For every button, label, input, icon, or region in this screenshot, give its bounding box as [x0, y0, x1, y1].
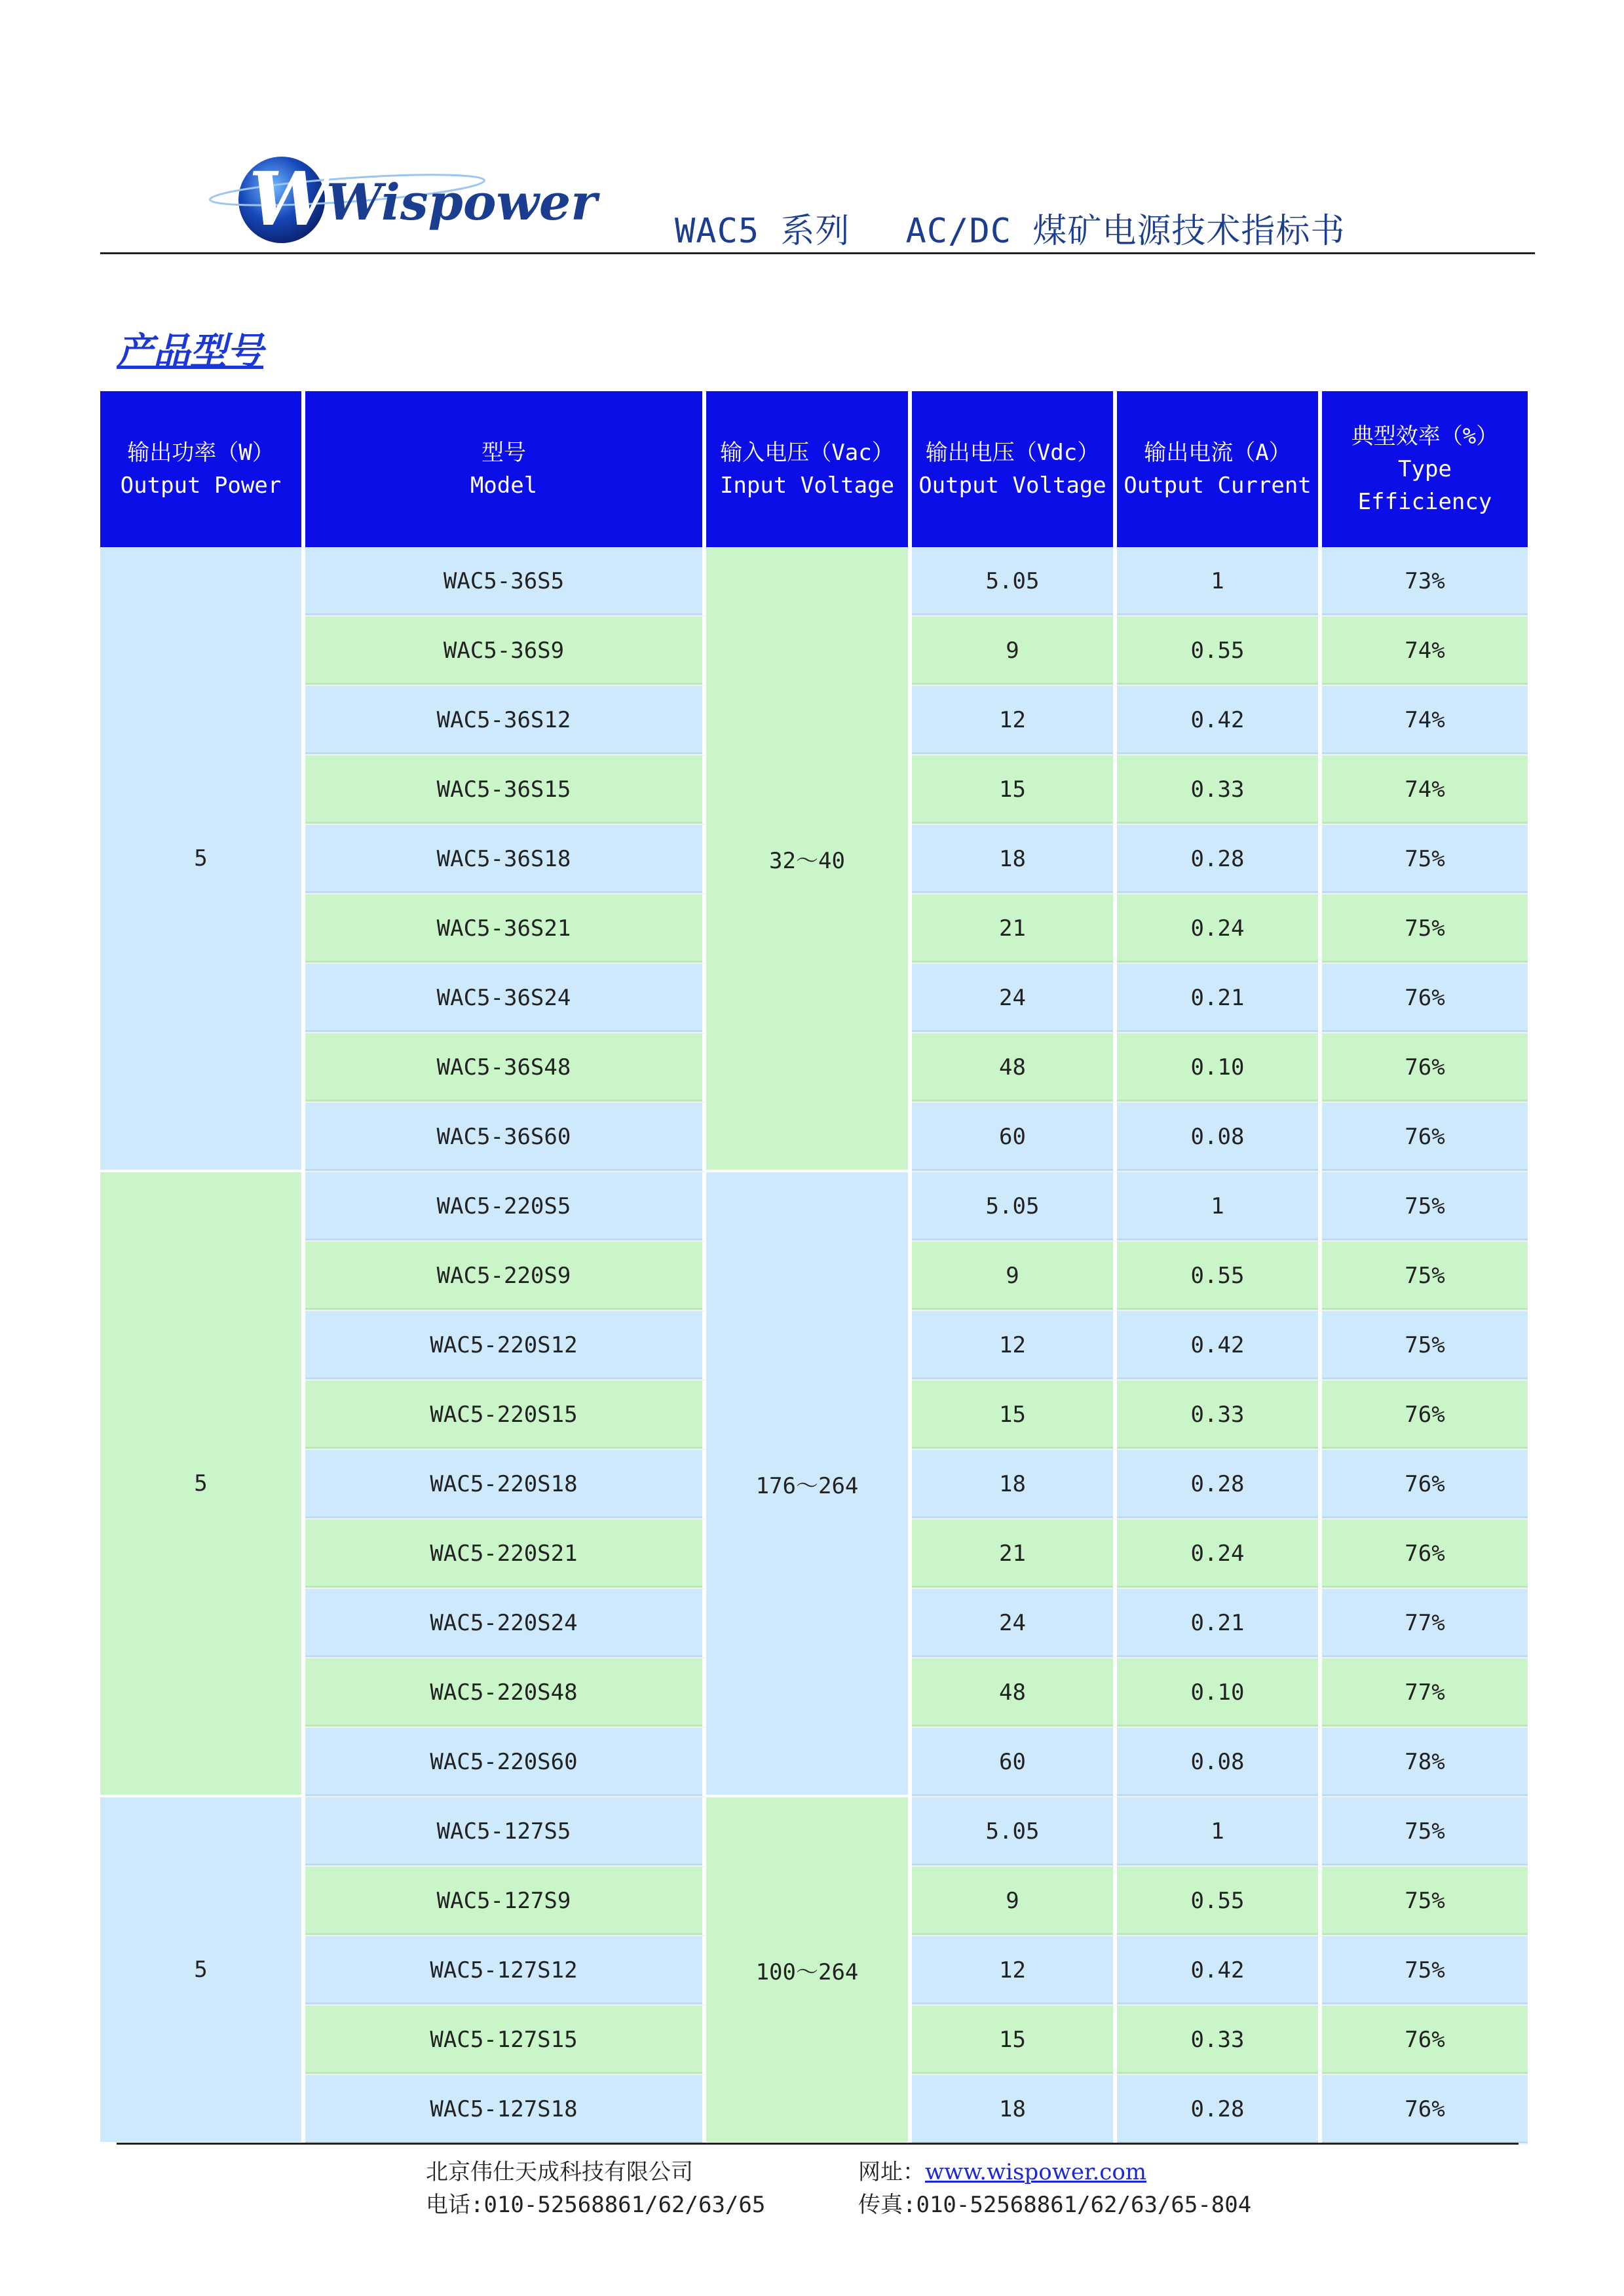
cell-output-voltage: 15: [912, 2006, 1117, 2075]
cell-output-voltage: 15: [912, 756, 1117, 825]
cell-output-current: 0.10: [1117, 1658, 1322, 1728]
cell-output-current: 0.21: [1117, 1589, 1322, 1658]
cell-model: WAC5-220S12: [305, 1311, 706, 1381]
cell-output-voltage: 18: [912, 1450, 1117, 1520]
cell-output-voltage: 21: [912, 894, 1117, 964]
cell-output-voltage: 60: [912, 1728, 1117, 1797]
section-title: 产品型号: [117, 330, 263, 373]
cell-output-current: 0.55: [1117, 1867, 1322, 1936]
cell-efficiency: 76%: [1322, 964, 1528, 1033]
cell-model: WAC5-36S15: [305, 756, 706, 825]
cell-output-current: 0.10: [1117, 1033, 1322, 1103]
cell-output-voltage: 18: [912, 2075, 1117, 2145]
cell-efficiency: 75%: [1322, 1867, 1528, 1936]
cell-output-current: 0.33: [1117, 1381, 1322, 1450]
cell-input-voltage: 176～264: [706, 1172, 912, 1797]
cell-model: WAC5-220S9: [305, 1242, 706, 1311]
cell-output-voltage: 24: [912, 964, 1117, 1033]
cell-output-voltage: 21: [912, 1520, 1117, 1589]
cell-model: WAC5-127S18: [305, 2075, 706, 2145]
logo-text: Wispower: [326, 173, 597, 231]
cell-efficiency: 75%: [1322, 894, 1528, 964]
cell-output-voltage: 15: [912, 1381, 1117, 1450]
cell-output-current: 0.24: [1117, 1520, 1322, 1589]
svg-text:W: W: [249, 157, 331, 242]
cell-efficiency: 76%: [1322, 1103, 1528, 1172]
cell-efficiency: 76%: [1322, 1450, 1528, 1520]
cell-output-current: 0.21: [1117, 964, 1322, 1033]
cell-output-current: 0.33: [1117, 756, 1322, 825]
table-header-row: [100, 391, 1528, 547]
cell-output-current: 0.55: [1117, 617, 1322, 686]
cell-model: WAC5-127S15: [305, 2006, 706, 2075]
cell-model: WAC5-220S5: [305, 1172, 706, 1242]
footer-rule: [117, 2143, 1519, 2145]
series-label: WAC5 系列: [675, 212, 850, 251]
cell-model: WAC5-220S60: [305, 1728, 706, 1797]
cell-output-voltage: 60: [912, 1103, 1117, 1172]
header-rule: [100, 252, 1535, 254]
cell-model: WAC5-36S60: [305, 1103, 706, 1172]
document-title: [675, 203, 1345, 252]
cell-output-voltage: 9: [912, 1242, 1117, 1311]
cell-output-voltage: 9: [912, 1867, 1117, 1936]
cell-efficiency: 75%: [1322, 1172, 1528, 1242]
cell-efficiency: 75%: [1322, 825, 1528, 894]
table-row: [100, 1172, 1528, 1242]
cell-efficiency: 76%: [1322, 1520, 1528, 1589]
header-model: 型号 Model: [305, 391, 706, 547]
cell-output-current: 1: [1117, 1172, 1322, 1242]
cell-output-voltage: 5.05: [912, 547, 1117, 617]
cell-model: WAC5-127S12: [305, 1936, 706, 2006]
cell-efficiency: 76%: [1322, 1033, 1528, 1103]
cell-model: WAC5-220S21: [305, 1520, 706, 1589]
cell-model: WAC5-220S24: [305, 1589, 706, 1658]
cell-efficiency: 75%: [1322, 1311, 1528, 1381]
cell-model: WAC5-36S48: [305, 1033, 706, 1103]
header-output-current: 输出电流（A） Output Current: [1117, 391, 1322, 547]
product-model-table: [100, 391, 1528, 2145]
cell-output-current: 0.08: [1117, 1103, 1322, 1172]
cell-model: WAC5-220S18: [305, 1450, 706, 1520]
cell-output-voltage: 48: [912, 1658, 1117, 1728]
cell-efficiency: 75%: [1322, 1936, 1528, 2006]
cell-efficiency: 76%: [1322, 2075, 1528, 2145]
cell-efficiency: 74%: [1322, 617, 1528, 686]
cell-efficiency: 74%: [1322, 756, 1528, 825]
cell-output-power: 5: [100, 1172, 305, 1797]
cell-output-current: 0.28: [1117, 825, 1322, 894]
cell-model: WAC5-127S5: [305, 1797, 706, 1867]
cell-efficiency: 75%: [1322, 1242, 1528, 1311]
table-row: [100, 547, 1528, 617]
cell-output-current: 0.28: [1117, 1450, 1322, 1520]
footer-company: 北京伟仕天成科技有限公司: [426, 2159, 693, 2185]
cell-output-power: 5: [100, 547, 305, 1172]
cell-output-current: 0.55: [1117, 1242, 1322, 1311]
cell-output-current: 0.28: [1117, 2075, 1322, 2145]
cell-efficiency: 74%: [1322, 686, 1528, 756]
table-row: [100, 1797, 1528, 1867]
cell-output-voltage: 18: [912, 825, 1117, 894]
cell-output-voltage: 48: [912, 1033, 1117, 1103]
cell-output-voltage: 24: [912, 1589, 1117, 1658]
header-input-voltage: 输入电压（Vac） Input Voltage: [706, 391, 912, 547]
cell-output-current: 0.42: [1117, 686, 1322, 756]
cell-output-voltage: 9: [912, 617, 1117, 686]
cell-output-voltage: 5.05: [912, 1797, 1117, 1867]
header-output-power: 输出功率（W） Output Power: [100, 391, 305, 547]
cell-output-voltage: 12: [912, 686, 1117, 756]
header-output-voltage: 输出电压（Vdc） Output Voltage: [912, 391, 1117, 547]
cell-output-current: 0.42: [1117, 1936, 1322, 2006]
footer-website-link[interactable]: www.wispower.com: [925, 2159, 1147, 2185]
table-body: [100, 547, 1528, 2145]
cell-output-current: 0.24: [1117, 894, 1322, 964]
cell-model: WAC5-36S21: [305, 894, 706, 964]
cell-output-current: 1: [1117, 1797, 1322, 1867]
cell-model: WAC5-220S15: [305, 1381, 706, 1450]
cell-model: WAC5-36S18: [305, 825, 706, 894]
footer-fax: 传真:010-52568861/62/63/65-804: [858, 2192, 1252, 2218]
cell-model: WAC5-127S9: [305, 1867, 706, 1936]
cell-output-voltage: 12: [912, 1936, 1117, 2006]
cell-model: WAC5-220S48: [305, 1658, 706, 1728]
cell-output-current: 0.42: [1117, 1311, 1322, 1381]
cell-output-voltage: 5.05: [912, 1172, 1117, 1242]
cell-input-voltage: 32～40: [706, 547, 912, 1172]
cell-efficiency: 77%: [1322, 1658, 1528, 1728]
logo-globe-icon: [183, 154, 597, 246]
cell-model: WAC5-36S5: [305, 547, 706, 617]
cell-output-current: 1: [1117, 547, 1322, 617]
cell-output-current: 0.33: [1117, 2006, 1322, 2075]
cell-model: WAC5-36S12: [305, 686, 706, 756]
cell-output-power: 5: [100, 1797, 305, 2145]
footer: [426, 2156, 1251, 2221]
footer-website-label: 网址：: [858, 2159, 925, 2185]
cell-efficiency: 75%: [1322, 1797, 1528, 1867]
cell-efficiency: 77%: [1322, 1589, 1528, 1658]
cell-efficiency: 76%: [1322, 2006, 1528, 2075]
wispower-logo: [183, 154, 597, 246]
cell-output-voltage: 12: [912, 1311, 1117, 1381]
header-efficiency: 典型效率（%） Type Efficiency: [1322, 391, 1528, 547]
cell-efficiency: 76%: [1322, 1381, 1528, 1450]
footer-phone: 电话:010-52568861/62/63/65: [426, 2192, 766, 2218]
cell-efficiency: 73%: [1322, 547, 1528, 617]
cell-model: WAC5-36S9: [305, 617, 706, 686]
cell-efficiency: 78%: [1322, 1728, 1528, 1797]
cell-output-current: 0.08: [1117, 1728, 1322, 1797]
cell-input-voltage: 100～264: [706, 1797, 912, 2145]
cell-model: WAC5-36S24: [305, 964, 706, 1033]
title-label: AC/DC 煤矿电源技术指标书: [905, 212, 1346, 251]
